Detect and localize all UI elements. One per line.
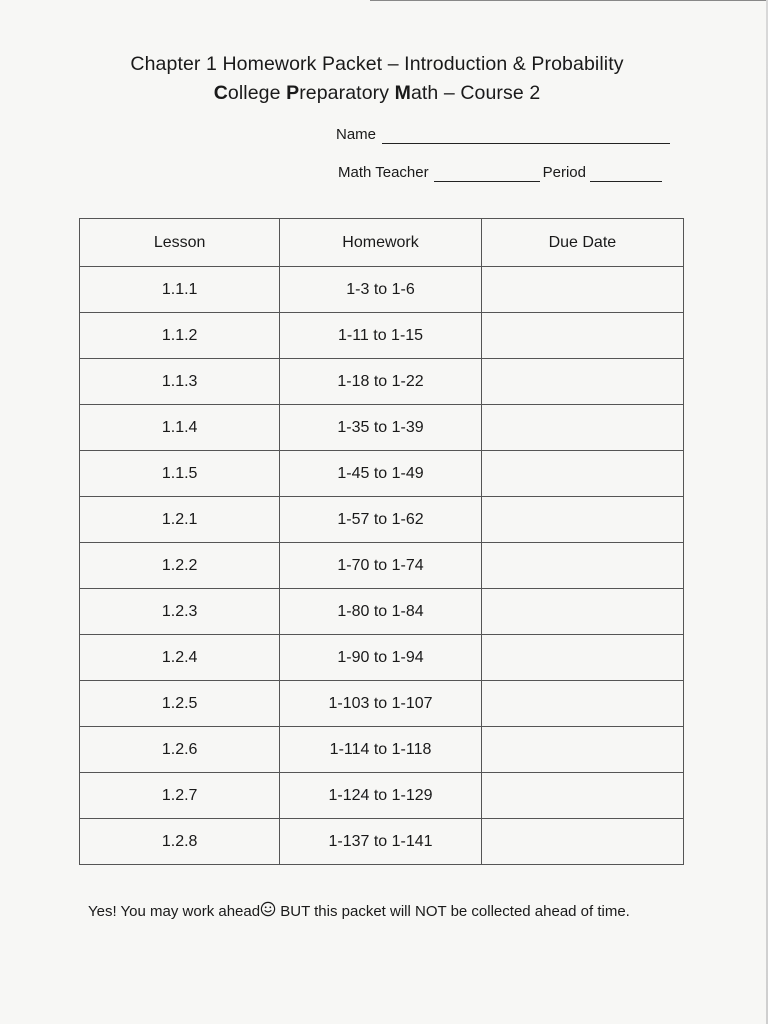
homework-cell: 1-11 to 1-15 [280,313,481,359]
title-line-1: Chapter 1 Homework Packet – Introduction & Probability [130,53,624,75]
homework-cell: 1-35 to 1-39 [280,405,481,451]
due-date-cell[interactable] [481,727,683,773]
homework-table [79,218,684,865]
homework-cell: 1-70 to 1-74 [280,543,481,589]
due-date-cell[interactable] [481,267,683,313]
homework-cell: 1-124 to 1-129 [280,773,481,819]
due-date-cell[interactable] [481,543,683,589]
title-word-preparatory: reparatory [299,82,395,104]
lesson-cell: 1.1.5 [80,451,280,497]
table-row [80,405,684,451]
table-row [80,267,684,313]
period-blank-line[interactable] [590,167,662,182]
title-line-2 [0,79,754,108]
due-date-cell[interactable] [481,635,683,681]
table-row [80,773,684,819]
footer-note [88,901,630,923]
lesson-cell: 1.1.4 [80,405,280,451]
homework-cell: 1-80 to 1-84 [280,589,481,635]
header-due-date: Due Date [481,219,683,267]
homework-cell: 1-114 to 1-118 [280,727,481,773]
title-word-college: ollege [227,82,287,104]
document-title [0,50,754,108]
table-row [80,451,684,497]
table-header-row [80,219,684,267]
lesson-cell: 1.2.6 [80,727,280,773]
due-date-cell[interactable] [481,313,683,359]
scan-edge-line [370,0,768,1]
homework-cell: 1-45 to 1-49 [280,451,481,497]
table-row [80,359,684,405]
table-row [80,819,684,865]
title-initial-c: C [213,82,228,104]
lesson-cell: 1.2.2 [80,543,280,589]
table-row [80,543,684,589]
lesson-cell: 1.1.2 [80,313,280,359]
lesson-cell: 1.2.8 [80,819,280,865]
homework-cell: 1-90 to 1-94 [280,635,481,681]
homework-table-body [80,267,684,865]
homework-cell: 1-137 to 1-141 [280,819,481,865]
period-label: Period [542,164,586,181]
smiley-face-icon [260,901,276,923]
table-row [80,589,684,635]
math-teacher-blank-line[interactable] [434,167,540,182]
lesson-cell: 1.2.4 [80,635,280,681]
footer-text-start: Yes! You may work ahead [88,903,261,920]
table-row [80,313,684,359]
due-date-cell[interactable] [481,773,683,819]
homework-cell: 1-3 to 1-6 [280,267,481,313]
due-date-cell[interactable] [481,405,683,451]
table-row [80,681,684,727]
lesson-cell: 1.1.3 [80,359,280,405]
due-date-cell[interactable] [481,359,683,405]
table-row [80,727,684,773]
footer-text-end: BUT this packet will NOT be collected ahead of time. [276,903,630,920]
lesson-cell: 1.2.7 [80,773,280,819]
title-initial-p: P [286,82,300,104]
homework-cell: 1-57 to 1-62 [280,497,481,543]
header-homework: Homework [280,219,481,267]
name-field-row [336,126,670,144]
name-blank-line[interactable] [382,129,670,144]
title-word-math-course: ath – Course 2 [410,82,541,104]
name-label: Name [336,126,377,143]
table-row [80,497,684,543]
due-date-cell[interactable] [481,681,683,727]
due-date-cell[interactable] [481,451,683,497]
header-lesson: Lesson [80,219,280,267]
due-date-cell[interactable] [481,819,683,865]
lesson-cell: 1.2.5 [80,681,280,727]
lesson-cell: 1.2.3 [80,589,280,635]
homework-cell: 1-103 to 1-107 [280,681,481,727]
teacher-period-row [338,164,662,182]
math-teacher-label: Math Teacher [338,164,429,181]
due-date-cell[interactable] [481,589,683,635]
lesson-cell: 1.1.1 [80,267,280,313]
lesson-cell: 1.2.1 [80,497,280,543]
table-row [80,635,684,681]
due-date-cell[interactable] [481,497,683,543]
title-initial-m: M [394,82,411,104]
homework-cell: 1-18 to 1-22 [280,359,481,405]
